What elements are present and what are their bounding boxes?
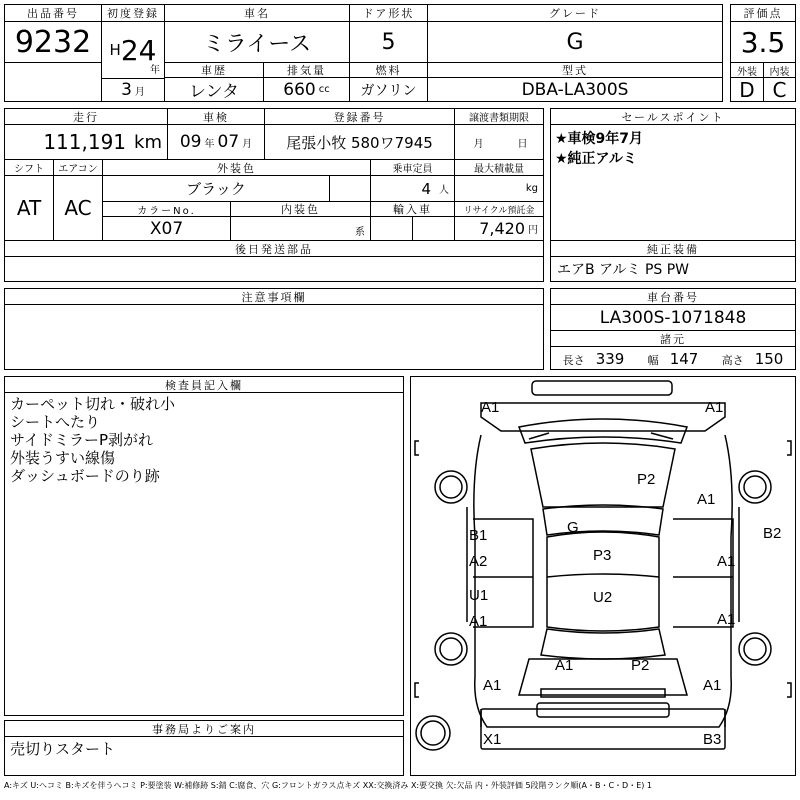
damage-mark: P2 xyxy=(631,657,650,674)
inspection-cell xyxy=(167,124,265,160)
recycle-value: 7,420 xyxy=(479,219,525,238)
car-name-label: 車名 xyxy=(164,4,350,22)
displacement-cell xyxy=(263,77,350,102)
chassis-label: 車台番号 xyxy=(550,288,796,305)
recycle-label: リサイクル預託金 xyxy=(454,201,544,217)
damage-mark: A1 xyxy=(717,553,736,570)
damage-mark: A1 xyxy=(555,657,574,674)
import-label: 輸入車 xyxy=(370,201,455,217)
interior-grade-label: 内装 xyxy=(763,62,796,78)
score-value: 3.5 xyxy=(730,21,796,63)
damage-mark: B2 xyxy=(763,525,782,542)
lot-blank xyxy=(4,62,102,102)
inspector-note: シートへたり xyxy=(10,413,101,431)
damage-mark: A1 xyxy=(481,399,500,416)
first-reg-year-cell xyxy=(101,21,165,79)
first-reg-year-unit: 年 xyxy=(150,65,160,76)
first-reg-month-unit: 月 xyxy=(134,86,145,98)
sales-points-label: セールスポイント xyxy=(550,108,796,125)
recycle-unit: 円 xyxy=(528,225,538,236)
sales-point-2: ★純正アルミ xyxy=(555,151,637,167)
doors-label: ドア形状 xyxy=(349,4,428,22)
damage-mark: G xyxy=(567,519,579,536)
first-reg-era: H xyxy=(109,41,121,59)
damage-mark: U2 xyxy=(593,589,613,606)
office-note: 売切りスタート xyxy=(4,736,404,776)
transfer-deadline-label: 譲渡書類期限 xyxy=(454,108,544,125)
history-value: レンタ xyxy=(164,77,264,102)
length-value: 339 xyxy=(595,349,625,368)
first-reg-label: 初度登録 xyxy=(101,4,165,22)
sales-point-1: ★車検9年7月 xyxy=(555,131,644,147)
equipment-label: 純正装備 xyxy=(550,240,796,257)
model-value: DBA-LA300S xyxy=(427,77,723,102)
interior-grade-value: C xyxy=(763,77,796,102)
damage-mark: P2 xyxy=(637,471,656,488)
color-no-value: X07 xyxy=(102,216,231,241)
damage-mark: A1 xyxy=(697,491,716,508)
model-label: 型式 xyxy=(427,62,723,78)
interior-color-cell xyxy=(230,216,371,241)
grade-label: グレード xyxy=(427,4,723,22)
max-load-unit: kg xyxy=(525,183,538,194)
later-parts-label: 後日発送部品 xyxy=(4,240,544,257)
dimensions-row xyxy=(550,346,796,370)
inspector-notes xyxy=(4,392,404,716)
inspector-note: ダッシュボードのり跡 xyxy=(10,467,160,485)
interior-color-unit: 系 xyxy=(355,227,365,238)
damage-mark: P3 xyxy=(593,547,612,564)
exterior-color-blank xyxy=(329,175,371,202)
aircon-label: エアコン xyxy=(53,159,103,176)
fuel-value: ガソリン xyxy=(349,77,428,102)
color-no-label: カラーNo. xyxy=(102,201,231,217)
exterior-color-label: 外装色 xyxy=(102,159,371,176)
dimensions-label: 諸元 xyxy=(550,330,796,347)
exterior-grade-label: 外装 xyxy=(730,62,764,78)
damage-legend: A:キズ U:ヘコミ B:キズを伴うヘコミ P:要塗装 W:補修跡 S:錆 C:腐食、穴 G:フロントガラス点キズ XX:交換済み X:要交換 欠:欠品 内・外装評価 5段階ランク順(A・B・C・D・E) 1 xyxy=(4,781,653,790)
displacement-unit: cc xyxy=(318,84,330,95)
interior-color-label: 内装色 xyxy=(230,201,371,217)
inspector-note: カーペット切れ・破れ小 xyxy=(10,395,176,413)
plate-label: 登録番号 xyxy=(264,108,455,125)
cautions-blank xyxy=(4,304,544,370)
displacement-value: 660 xyxy=(283,79,316,100)
lot-number: 9232 xyxy=(4,21,102,63)
import-blank-1 xyxy=(370,216,413,241)
mileage-label: 走行 xyxy=(4,108,168,125)
inspection-month-unit: 月 xyxy=(242,138,253,150)
capacity-unit: 人 xyxy=(439,185,449,196)
damage-mark: B3 xyxy=(703,731,722,748)
max-load-cell xyxy=(454,175,544,202)
damage-mark: A1 xyxy=(705,399,724,416)
later-parts-blank xyxy=(4,256,544,282)
exterior-grade-value: D xyxy=(730,77,764,102)
exterior-color-value: ブラック xyxy=(102,175,330,202)
damage-mark: A1 xyxy=(717,611,736,628)
car-outline xyxy=(411,377,795,775)
office-label: 事務局よりご案内 xyxy=(4,720,404,737)
inspection-year: 09 xyxy=(179,132,202,152)
length-label: 長さ xyxy=(562,353,585,367)
capacity-value: 4 xyxy=(421,179,431,198)
shift-value: AT xyxy=(4,175,54,241)
width-value: 147 xyxy=(669,349,699,368)
mileage-value: 111,191 xyxy=(43,130,127,154)
damage-mark: X1 xyxy=(483,731,502,748)
first-reg-month: 3 xyxy=(121,80,132,100)
damage-diagram xyxy=(410,376,796,776)
lot-label: 出品番号 xyxy=(4,4,102,22)
plate-value: 尾張小牧 580ワ7945 xyxy=(264,124,455,160)
mileage-unit: km xyxy=(134,131,162,153)
inspection-year-unit: 年 xyxy=(204,138,215,150)
damage-mark: A1 xyxy=(703,677,722,694)
car-name: ミライース xyxy=(164,21,350,63)
first-reg-year: 24 xyxy=(120,33,157,67)
max-load-label: 最大積載量 xyxy=(454,159,544,176)
import-blank-2 xyxy=(412,216,455,241)
inspector-note: 外装うすい線傷 xyxy=(10,449,116,467)
score-label: 評価点 xyxy=(730,4,796,22)
chassis-value: LA300S-1071848 xyxy=(550,304,796,331)
cautions-label: 注意事項欄 xyxy=(4,288,544,305)
aircon-value: AC xyxy=(53,175,103,241)
damage-mark: B1 xyxy=(469,527,488,544)
inspector-label: 検査員記入欄 xyxy=(4,376,404,393)
height-label: 高さ xyxy=(721,353,744,367)
shift-label: シフト xyxy=(4,159,54,176)
damage-mark: A1 xyxy=(469,613,488,630)
capacity-label: 乗車定員 xyxy=(370,159,455,176)
grade-value: G xyxy=(427,21,723,63)
capacity-cell xyxy=(370,175,455,202)
height-value: 150 xyxy=(754,349,784,368)
equipment-value: エアB アルミ PS PW xyxy=(550,256,796,282)
fuel-label: 燃料 xyxy=(349,62,428,78)
width-label: 幅 xyxy=(647,353,659,367)
transfer-deadline-cell xyxy=(454,124,544,160)
mileage-cell xyxy=(4,124,168,160)
inspector-note: サイドミラーP剥がれ xyxy=(10,431,153,449)
first-reg-month-cell xyxy=(101,78,165,102)
damage-mark: A1 xyxy=(483,677,502,694)
inspection-month: 07 xyxy=(217,132,240,152)
sales-points-list xyxy=(550,124,796,241)
transfer-day-unit: 日 xyxy=(517,138,528,150)
damage-mark: U1 xyxy=(469,587,489,604)
displacement-label: 排気量 xyxy=(263,62,350,78)
history-label: 車歴 xyxy=(164,62,264,78)
recycle-cell xyxy=(454,216,544,241)
doors-value: 5 xyxy=(349,21,428,63)
inspection-label: 車検 xyxy=(167,108,265,125)
damage-mark: A2 xyxy=(469,553,488,570)
transfer-month-unit: 月 xyxy=(473,138,484,150)
